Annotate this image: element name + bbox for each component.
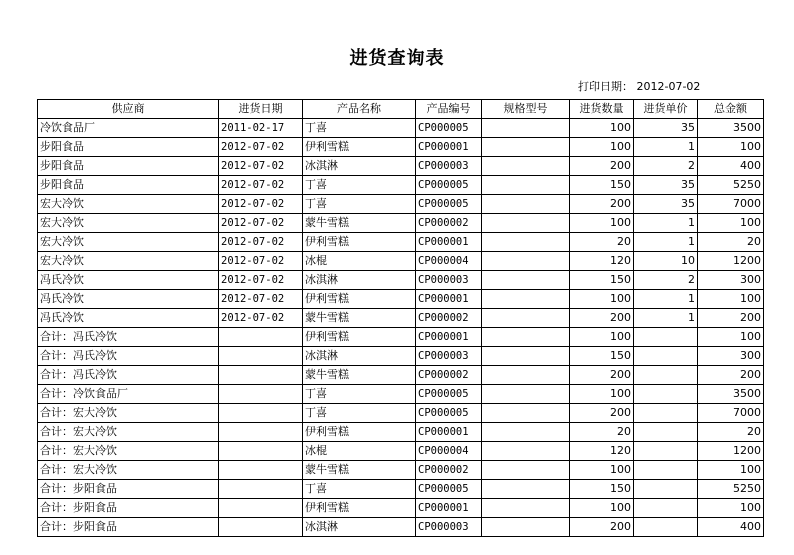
cell-unit-price xyxy=(634,461,698,480)
cell-spec xyxy=(482,138,570,157)
cell-product-name: 蒙牛雪糕 xyxy=(303,309,416,328)
cell-supplier: 合计：步阳食品 xyxy=(38,518,219,537)
table-row xyxy=(38,480,764,499)
cell-unit-price xyxy=(634,328,698,347)
cell-unit-price xyxy=(634,442,698,461)
cell-date xyxy=(219,347,303,366)
cell-product-code: CP000002 xyxy=(416,461,482,480)
cell-total: 3500 xyxy=(698,385,764,404)
cell-spec xyxy=(482,195,570,214)
cell-supplier: 冯氏冷饮 xyxy=(38,271,219,290)
cell-product-code: CP000001 xyxy=(416,138,482,157)
col-header-quantity: 进货数量 xyxy=(570,100,634,119)
cell-product-code: CP000003 xyxy=(416,157,482,176)
cell-product-code: CP000001 xyxy=(416,328,482,347)
cell-spec xyxy=(482,385,570,404)
cell-product-code: CP000005 xyxy=(416,195,482,214)
cell-total: 20 xyxy=(698,423,764,442)
cell-unit-price: 2 xyxy=(634,271,698,290)
table-row xyxy=(38,252,764,271)
table-row xyxy=(38,233,764,252)
cell-date: 2012-07-02 xyxy=(219,271,303,290)
cell-unit-price xyxy=(634,366,698,385)
table-header-row xyxy=(38,100,764,119)
print-date-label: 打印日期： xyxy=(578,80,633,93)
cell-supplier: 步阳食品 xyxy=(38,157,219,176)
cell-product-name: 蒙牛雪糕 xyxy=(303,461,416,480)
cell-date: 2012-07-02 xyxy=(219,195,303,214)
cell-quantity: 200 xyxy=(570,366,634,385)
cell-date xyxy=(219,385,303,404)
cell-unit-price: 1 xyxy=(634,214,698,233)
cell-supplier: 宏大冷饮 xyxy=(38,195,219,214)
cell-date: 2012-07-02 xyxy=(219,252,303,271)
cell-supplier: 合计：宏大冷饮 xyxy=(38,423,219,442)
cell-spec xyxy=(482,233,570,252)
cell-supplier: 宏大冷饮 xyxy=(38,233,219,252)
table-row xyxy=(38,404,764,423)
cell-unit-price: 2 xyxy=(634,157,698,176)
cell-spec xyxy=(482,214,570,233)
cell-supplier: 冯氏冷饮 xyxy=(38,290,219,309)
cell-total: 100 xyxy=(698,290,764,309)
cell-date xyxy=(219,404,303,423)
cell-unit-price: 1 xyxy=(634,233,698,252)
cell-date xyxy=(219,328,303,347)
cell-date: 2012-07-02 xyxy=(219,214,303,233)
cell-supplier: 合计：冯氏冷饮 xyxy=(38,328,219,347)
table-row xyxy=(38,442,764,461)
cell-date: 2012-07-02 xyxy=(219,138,303,157)
cell-total: 100 xyxy=(698,214,764,233)
cell-supplier: 合计：冯氏冷饮 xyxy=(38,366,219,385)
table-row xyxy=(38,423,764,442)
cell-product-code: CP000003 xyxy=(416,347,482,366)
cell-total: 400 xyxy=(698,518,764,537)
table-row xyxy=(38,195,764,214)
cell-supplier: 冷饮食品厂 xyxy=(38,119,219,138)
cell-total: 300 xyxy=(698,271,764,290)
cell-supplier: 冯氏冷饮 xyxy=(38,309,219,328)
cell-quantity: 150 xyxy=(570,480,634,499)
col-header-unit-price: 进货单价 xyxy=(634,100,698,119)
table-row xyxy=(38,157,764,176)
cell-date: 2011-02-17 xyxy=(219,119,303,138)
cell-product-name: 丁喜 xyxy=(303,480,416,499)
cell-spec xyxy=(482,404,570,423)
cell-quantity: 100 xyxy=(570,138,634,157)
cell-supplier: 合计：宏大冷饮 xyxy=(38,404,219,423)
cell-supplier: 合计：步阳食品 xyxy=(38,480,219,499)
cell-date xyxy=(219,366,303,385)
cell-spec xyxy=(482,423,570,442)
cell-quantity: 150 xyxy=(570,271,634,290)
cell-unit-price xyxy=(634,347,698,366)
cell-spec xyxy=(482,480,570,499)
cell-product-code: CP000004 xyxy=(416,442,482,461)
cell-spec xyxy=(482,119,570,138)
cell-date xyxy=(219,442,303,461)
cell-product-name: 伊利雪糕 xyxy=(303,328,416,347)
print-date-value: 2012-07-02 xyxy=(636,80,701,93)
cell-quantity: 150 xyxy=(570,347,634,366)
cell-spec xyxy=(482,271,570,290)
cell-product-name: 伊利雪糕 xyxy=(303,499,416,518)
cell-quantity: 200 xyxy=(570,157,634,176)
cell-product-code: CP000005 xyxy=(416,176,482,195)
col-header-date: 进货日期 xyxy=(219,100,303,119)
table-row xyxy=(38,138,764,157)
cell-date xyxy=(219,423,303,442)
cell-supplier: 合计：宏大冷饮 xyxy=(38,442,219,461)
table-row xyxy=(38,347,764,366)
cell-supplier: 步阳食品 xyxy=(38,138,219,157)
cell-spec xyxy=(482,309,570,328)
cell-supplier: 合计：步阳食品 xyxy=(38,499,219,518)
cell-unit-price xyxy=(634,423,698,442)
cell-product-code: CP000001 xyxy=(416,233,482,252)
cell-product-name: 伊利雪糕 xyxy=(303,233,416,252)
cell-supplier: 宏大冷饮 xyxy=(38,214,219,233)
cell-product-name: 丁喜 xyxy=(303,385,416,404)
cell-product-name: 冰淇淋 xyxy=(303,271,416,290)
cell-total: 1200 xyxy=(698,442,764,461)
cell-supplier: 合计：宏大冷饮 xyxy=(38,461,219,480)
cell-unit-price xyxy=(634,385,698,404)
cell-date: 2012-07-02 xyxy=(219,309,303,328)
cell-unit-price: 1 xyxy=(634,309,698,328)
cell-spec xyxy=(482,176,570,195)
cell-product-name: 冰棍 xyxy=(303,442,416,461)
cell-quantity: 20 xyxy=(570,233,634,252)
table-row xyxy=(38,309,764,328)
cell-total: 5250 xyxy=(698,176,764,195)
cell-spec xyxy=(482,518,570,537)
cell-total: 7000 xyxy=(698,404,764,423)
cell-quantity: 120 xyxy=(570,442,634,461)
col-header-product-code: 产品编号 xyxy=(416,100,482,119)
cell-total: 100 xyxy=(698,138,764,157)
col-header-total: 总金额 xyxy=(698,100,764,119)
cell-product-name: 蒙牛雪糕 xyxy=(303,366,416,385)
cell-spec xyxy=(482,499,570,518)
table-row xyxy=(38,328,764,347)
cell-unit-price xyxy=(634,499,698,518)
cell-total: 100 xyxy=(698,461,764,480)
col-header-product-name: 产品名称 xyxy=(303,100,416,119)
cell-product-name: 伊利雪糕 xyxy=(303,138,416,157)
cell-product-name: 冰淇淋 xyxy=(303,518,416,537)
table-row xyxy=(38,518,764,537)
cell-product-code: CP000002 xyxy=(416,214,482,233)
cell-quantity: 200 xyxy=(570,404,634,423)
cell-product-code: CP000005 xyxy=(416,404,482,423)
cell-product-code: CP000001 xyxy=(416,290,482,309)
cell-product-code: CP000003 xyxy=(416,271,482,290)
cell-total: 3500 xyxy=(698,119,764,138)
cell-spec xyxy=(482,290,570,309)
cell-product-name: 丁喜 xyxy=(303,404,416,423)
cell-total: 1200 xyxy=(698,252,764,271)
cell-unit-price xyxy=(634,404,698,423)
cell-total: 100 xyxy=(698,328,764,347)
cell-product-code: CP000004 xyxy=(416,252,482,271)
cell-quantity: 100 xyxy=(570,328,634,347)
cell-supplier: 宏大冷饮 xyxy=(38,252,219,271)
cell-quantity: 120 xyxy=(570,252,634,271)
col-header-supplier: 供应商 xyxy=(38,100,219,119)
table-row xyxy=(38,290,764,309)
cell-supplier: 步阳食品 xyxy=(38,176,219,195)
cell-product-name: 蒙牛雪糕 xyxy=(303,214,416,233)
cell-product-name: 丁喜 xyxy=(303,119,416,138)
cell-total: 20 xyxy=(698,233,764,252)
report-title: 进货查询表 xyxy=(349,48,445,69)
cell-product-code: CP000005 xyxy=(416,385,482,404)
table-body xyxy=(38,119,764,537)
cell-unit-price: 35 xyxy=(634,119,698,138)
cell-quantity: 20 xyxy=(570,423,634,442)
cell-product-name: 冰淇淋 xyxy=(303,347,416,366)
cell-product-name: 冰棍 xyxy=(303,252,416,271)
cell-date xyxy=(219,480,303,499)
cell-quantity: 150 xyxy=(570,176,634,195)
cell-product-name: 伊利雪糕 xyxy=(303,423,416,442)
cell-spec xyxy=(482,461,570,480)
cell-total: 300 xyxy=(698,347,764,366)
cell-spec xyxy=(482,366,570,385)
cell-unit-price: 1 xyxy=(634,138,698,157)
cell-spec xyxy=(482,252,570,271)
cell-quantity: 200 xyxy=(570,195,634,214)
cell-date: 2012-07-02 xyxy=(219,157,303,176)
cell-quantity: 100 xyxy=(570,499,634,518)
cell-product-name: 冰淇淋 xyxy=(303,157,416,176)
cell-product-code: CP000005 xyxy=(416,480,482,499)
table-row xyxy=(38,385,764,404)
cell-date xyxy=(219,499,303,518)
table-row xyxy=(38,119,764,138)
print-date xyxy=(578,78,700,94)
cell-date: 2012-07-02 xyxy=(219,290,303,309)
cell-unit-price: 35 xyxy=(634,195,698,214)
cell-product-code: CP000003 xyxy=(416,518,482,537)
cell-date: 2012-07-02 xyxy=(219,176,303,195)
cell-product-code: CP000001 xyxy=(416,499,482,518)
table-row xyxy=(38,214,764,233)
table-row xyxy=(38,499,764,518)
cell-total: 200 xyxy=(698,366,764,385)
cell-total: 200 xyxy=(698,309,764,328)
cell-product-code: CP000002 xyxy=(416,366,482,385)
cell-quantity: 100 xyxy=(570,461,634,480)
cell-quantity: 100 xyxy=(570,385,634,404)
cell-spec xyxy=(482,347,570,366)
cell-total: 100 xyxy=(698,499,764,518)
cell-date: 2012-07-02 xyxy=(219,233,303,252)
cell-quantity: 200 xyxy=(570,309,634,328)
cell-unit-price xyxy=(634,518,698,537)
cell-unit-price: 35 xyxy=(634,176,698,195)
cell-spec xyxy=(482,157,570,176)
cell-supplier: 合计：冷饮食品厂 xyxy=(38,385,219,404)
cell-product-name: 丁喜 xyxy=(303,176,416,195)
cell-total: 400 xyxy=(698,157,764,176)
cell-product-name: 伊利雪糕 xyxy=(303,290,416,309)
cell-supplier: 合计：冯氏冷饮 xyxy=(38,347,219,366)
table-row xyxy=(38,366,764,385)
cell-total: 5250 xyxy=(698,480,764,499)
cell-quantity: 100 xyxy=(570,214,634,233)
col-header-spec: 规格型号 xyxy=(482,100,570,119)
cell-product-code: CP000001 xyxy=(416,423,482,442)
cell-product-code: CP000005 xyxy=(416,119,482,138)
cell-unit-price xyxy=(634,480,698,499)
cell-date xyxy=(219,461,303,480)
cell-quantity: 100 xyxy=(570,290,634,309)
purchase-table xyxy=(37,99,764,537)
table-row xyxy=(38,461,764,480)
cell-quantity: 100 xyxy=(570,119,634,138)
cell-product-code: CP000002 xyxy=(416,309,482,328)
cell-quantity: 200 xyxy=(570,518,634,537)
cell-unit-price: 1 xyxy=(634,290,698,309)
cell-date xyxy=(219,518,303,537)
table-row xyxy=(38,271,764,290)
table-row xyxy=(38,176,764,195)
cell-spec xyxy=(482,442,570,461)
cell-unit-price: 10 xyxy=(634,252,698,271)
cell-total: 7000 xyxy=(698,195,764,214)
cell-spec xyxy=(482,328,570,347)
cell-product-name: 丁喜 xyxy=(303,195,416,214)
